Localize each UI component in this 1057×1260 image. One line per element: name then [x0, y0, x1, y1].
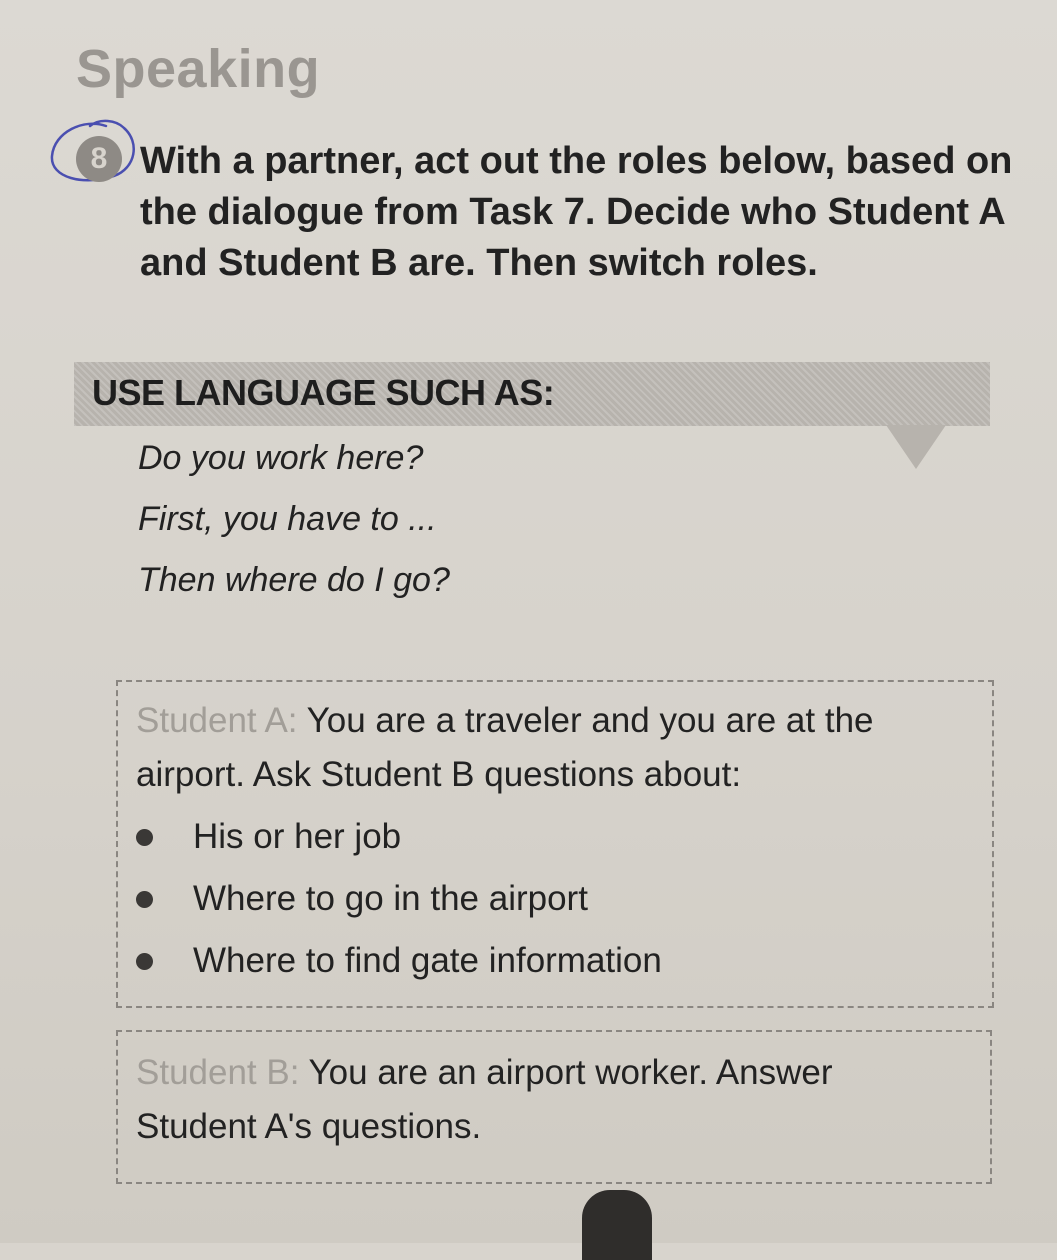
language-box-pointer: [886, 425, 946, 469]
phrase-item: Then where do I go?: [138, 561, 450, 599]
phrase-item: First, you have to ...: [138, 500, 437, 538]
student-a-bullets: [136, 806, 662, 992]
student-b-text: [136, 1046, 956, 1154]
phrase-item: Do you work here?: [138, 439, 424, 477]
bullet-item: Where to find gate information: [136, 930, 662, 992]
language-phrases: [138, 436, 450, 619]
task-instruction: With a partner, act out the roles below, based on the dialogue from Task 7. Decide who Student A and Student B are. Then switch roles.: [140, 140, 1013, 284]
section-title: Speaking: [76, 39, 321, 99]
language-box-heading: USE LANGUAGE SUCH AS:: [92, 372, 555, 413]
bullet-icon: [136, 829, 153, 846]
bullet-icon: [136, 891, 153, 908]
thumb-shadow: [582, 1190, 652, 1260]
student-b-label: Student B:: [136, 1053, 300, 1092]
task-number-badge: 8: [76, 136, 122, 182]
student-a-text: [136, 694, 956, 802]
student-b-instruction: You are an airport worker. Answer Student A's questions.: [136, 1053, 833, 1146]
bullet-icon: [136, 953, 153, 970]
bullet-item: Where to go in the airport: [136, 868, 662, 930]
bullet-item: His or her job: [136, 806, 662, 868]
student-a-instruction: You are a traveler and you are at the airport. Ask Student B questions about:: [136, 701, 874, 794]
student-a-label: Student A:: [136, 701, 298, 740]
